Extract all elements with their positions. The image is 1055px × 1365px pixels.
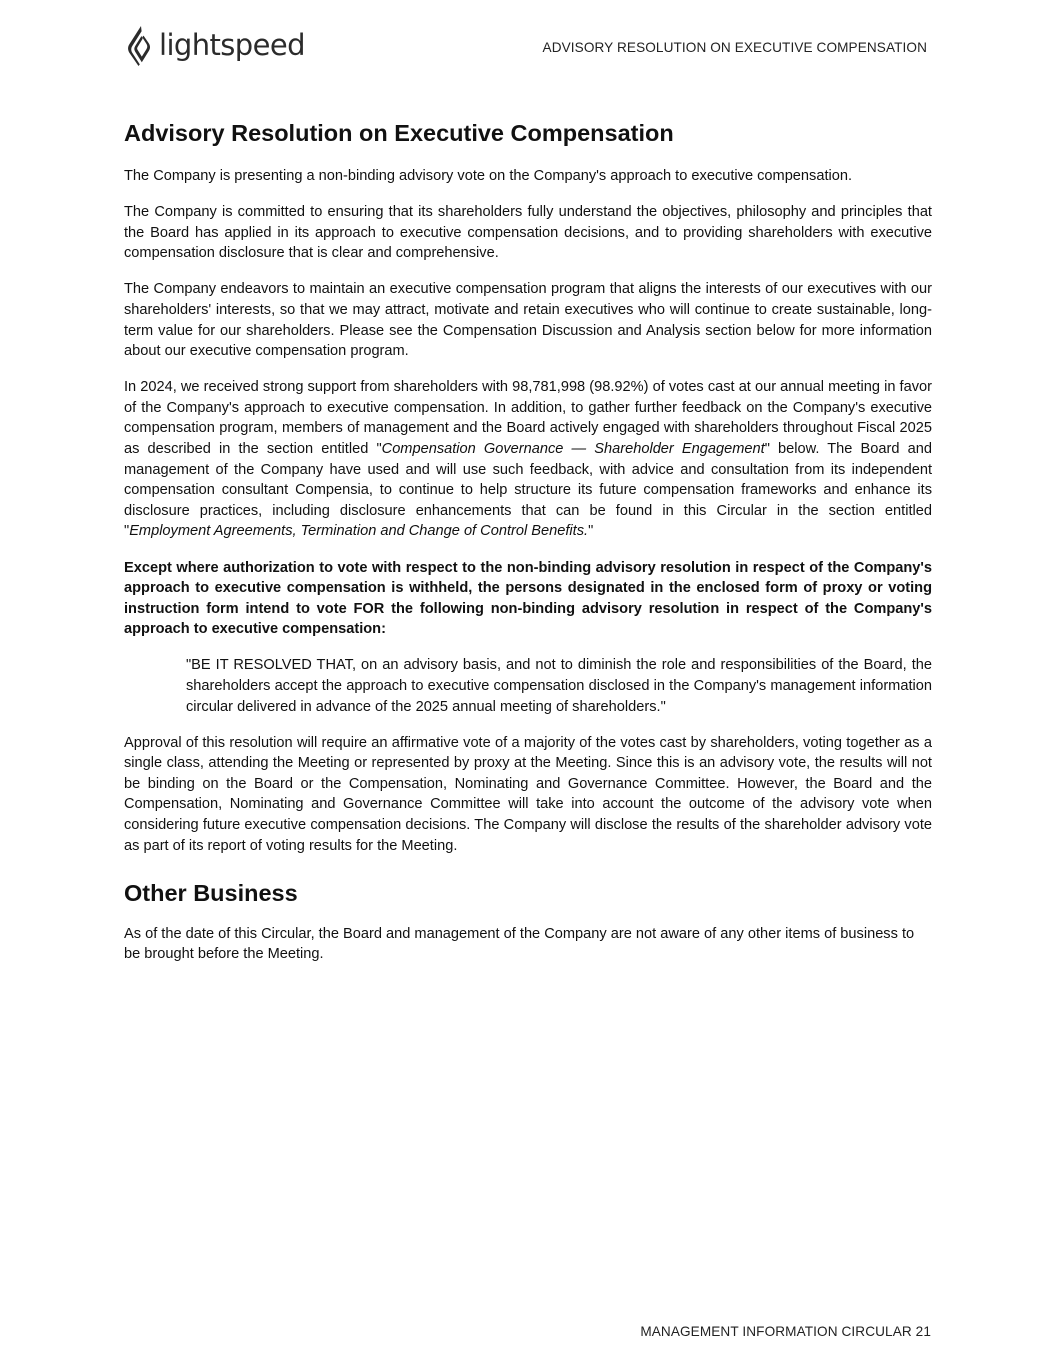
flame-logo-icon (126, 25, 154, 67)
section-heading-advisory-resolution: Advisory Resolution on Executive Compensation (124, 120, 674, 146)
paragraph-shareholder-support (124, 377, 932, 542)
paragraph-other-business: As of the date of this Circular, the Board and management of the Company are not aware of any other items of business to be brought before the Meeting. (124, 925, 915, 963)
section-heading-other-business: Other Business (124, 879, 298, 906)
page-content (124, 112, 932, 980)
paragraph-approval: Approval of this resolution will require an affirmative vote of a majority of the votes cast by shareholders, voting together as a single class, attending the Meeting or represented by proxy at the Meeting. Since this is an advisory vote, the results will not be binding on the Board or the Compensation, Nominating and Governance Committee. However, the Board and the Compensation, Nominating and Governance Committee will take into account the outcome of the advisory vote when considering future executive compensation decisions. The Company will disclose the results of the shareholder advisory vote as part of its report of voting results for the Meeting. (124, 734, 932, 854)
paragraph-proxy-voting: Except where authorization to vote with respect to the non-binding advisory resolution in respect of the Company's approach to executive compensation is withheld, the persons designated in the enclosed form of proxy or voting instruction form intend to vote FOR the following non-binding advisory resolution in respect of the Company's approach to executive compensation: (124, 559, 932, 638)
support-text-part-2: " below. The Board and management of the Company have used and will use such feedback, with advice and consultation from its independent compensation consultant Compensia, to continue to help structure its future compensation frameworks and enhance its disclosure practices, including disclosure enhancements that can be found in this Circular in the section entitled " (124, 441, 932, 540)
section-reference-engagement: Compensation Governance — Shareholder Engagement (381, 441, 765, 458)
resolution-quote: "BE IT RESOLVED THAT, on an advisory basis, and not to diminish the role and responsibilities of the Board, the shareholders accept the approach to executive compensation disclosed in the Company's management information circular delivered in advance of the 2025 annual meeting of shareholders." (186, 657, 932, 715)
running-header: ADVISORY RESOLUTION ON EXECUTIVE COMPENSATION (542, 40, 927, 55)
paragraph-program: The Company endeavors to maintain an executive compensation program that aligns the interests of our executives with our shareholders' interests, so that we may attract, motivate and retain executives who will continue to create sustainable, long-term value for our shareholders. Please see the Compensation Discussion and Analysis section below for more information about our executive compensation program. (124, 281, 932, 360)
logo-wordmark: lightspeed (159, 27, 305, 62)
lightspeed-logo (126, 24, 305, 68)
support-text-part-3: " (588, 523, 594, 540)
paragraph-commitment: The Company is committed to ensuring that its shareholders fully understand the objectives, philosophy and principles that the Board has applied in its approach to executive compensation decisions, and to providing shareholders with executive compensation disclosure that is clear and comprehensive. (124, 204, 932, 262)
section-reference-employment-agreements: Employment Agreements, Termination and Change of Control Benefits. (129, 523, 589, 540)
support-text-part-1: In 2024, we received strong support from shareholders with 98,781,998 (98.92%) of votes cast at our annual meeting in favor of the Company's approach to executive compensation. In addition, to gather further feedback on the Company's executive compensation program, members of management and the Board actively engaged with shareholders throughout Fiscal 2025 as described in the section entitled " (124, 379, 932, 458)
paragraph-intro: The Company is presenting a non-binding advisory vote on the Company's approach to executive compensation. (124, 168, 853, 184)
page-footer: MANAGEMENT INFORMATION CIRCULAR 21 (640, 1324, 931, 1339)
